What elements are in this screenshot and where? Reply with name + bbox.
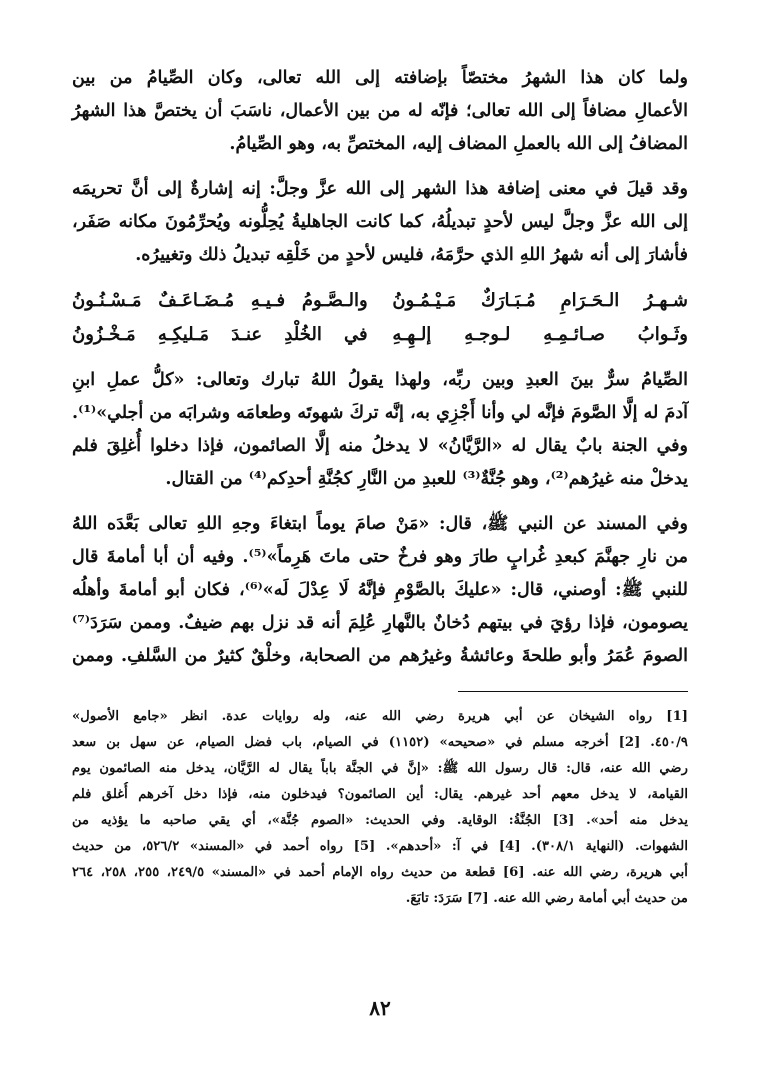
text-line: من نارِ جهنَّمَ كبعدِ غُرابٍ طارَ وهو فرخٌ حتى ماتَ هَرِماً»⁽⁵⁾. وفيه أن أبا أمامةَ قال bbox=[72, 547, 689, 567]
verse-hemistich: شـهـرُ الـحَـرَامِ مُـبَـارَكٌ مَـيْـمُـونُ bbox=[392, 290, 688, 311]
page-number: ٨٢ bbox=[369, 996, 391, 1020]
footnote-line: [1] رواه الشيخان عن أبي هريرة رضي الله عنه، وله روايات عدة. انظر «جامع الأصول» bbox=[72, 709, 688, 724]
footnotes bbox=[72, 704, 688, 912]
footnote-divider bbox=[458, 691, 688, 692]
text-line: ولما كان هذا الشهرُ مختصّاً بإضافته إلى الله تعالى، وكان الصِّيامُ من بين bbox=[72, 68, 688, 88]
text-line: الأعمالِ مضافاً إلى الله تعالى؛ فإنّه له من بين الأعمال، ناسَبَ أن يختصَّ هذا الشهرُ bbox=[72, 101, 688, 121]
footnote-line: أبي هريرة، رضي الله عنه. [6] قطعة من حديث رواه الإمام أحمد في «المسند» ٢٤٩/٥، ٢٥٥، ٢٥٨، ٢٦٤ bbox=[72, 865, 688, 880]
text-line: الصومَ عُمَرُ وأبو طلحةَ وعائشةُ وغيرُهم من الصحابة، وخلْقٌ كثيرٌ من السَّلفِ. وممن bbox=[72, 646, 688, 666]
verse-row bbox=[72, 318, 688, 352]
paragraph-4 bbox=[72, 508, 688, 673]
verse-hemistich: والـصَّـومُ فـيـهِ مُـضَـاعَـفٌ مَـسْـنُـونُ bbox=[72, 290, 368, 311]
poem-verses bbox=[72, 284, 688, 352]
text-line: للنبي ﷺ: أوصني، قال: «عليكَ بالصَّوْمِ فإنَّهُ لَا عِدْلَ لَه»⁽⁶⁾، فكان أبو أمامةَ وأهلُه bbox=[72, 580, 688, 600]
text-line: وفي الجنة بابٌ يقال له «الرَّيَّانُ» لا يدخلُ منه إلَّا الصائمون، فإذا دخلوا أُغلِقَ فلم bbox=[72, 436, 688, 456]
verse-hemistich: في الخُلْدِ عنـدَ مَـليكِـهِ مَـخْـزُونُ bbox=[72, 324, 368, 345]
footnote-line: ٤٥٠/٩. [2] أخرجه مسلم في «صحيحه» (١١٥٢) في الصيام، باب فضل الصيام، عن سهل بن سعد bbox=[72, 735, 688, 750]
footnote-line: رضي الله عنه، قال: قال رسول الله ﷺ: «إنَّ في الجنَّة باباً يقال له الرَّيَّان، يدخل منه الصائمون يوم bbox=[72, 761, 688, 776]
footnote-line: الشهوات. (النهاية ٣٠٨/١). [4] في آ: «أحدهم». [5] رواه أحمد في «المسند» ٥٢٦/٢، من حديث bbox=[72, 839, 688, 854]
text-line: آدمَ له إلَّا الصَّومَ فإنَّه لي وأنا أَجْزِي به، إنَّه تركَ شهوتَه وطعامَه وشرابَه من أجلي»⁽¹⁾. bbox=[72, 403, 688, 423]
footnote-line: يدخل منه أحد». [3] الجُنَّةُ: الوقاية. وفي الحديث: «الصوم جُنَّة»، أي يقي صاحبه ما يؤذيه من bbox=[72, 813, 688, 828]
text-line: يصومون، فإذا رؤيَ في بيتهم دُخانٌ بالنَّهارِ عُلِمَ أنه قد نزل بهم ضيفٌ. وممن سَرَدَ⁽⁷⁾ bbox=[72, 613, 688, 633]
paragraph-1 bbox=[72, 62, 688, 161]
text-line: وفي المسند عن النبي ﷺ، قال: «مَنْ صامَ يوماً ابتغاءَ وجهِ اللهِ تعالى بَعَّدَه اللهُ bbox=[72, 514, 688, 534]
paragraph-2 bbox=[72, 173, 688, 272]
text-line: فأشارَ إلى أنه شهرُ اللهِ الذي حرَّمَهُ، فليس لأحدٍ من خَلْقِه تبديلُ ذلك وتغييرُه. bbox=[135, 245, 688, 265]
text-line: وقد قيلَ في معنى إضافة هذا الشهر إلى الله عزَّ وجلَّ: إنه إشارةٌ إلى أنَّ تحريمَه bbox=[72, 179, 688, 199]
footnote-line: القيامة، لا يدخل معهم أحد غيرهم. يقال: أين الصائمون؟ فيدخلون منه، فإذا دخل آخرهم أُغلق فلم bbox=[72, 787, 688, 802]
verse-row bbox=[72, 284, 688, 318]
verse-hemistich: وثَـوابُ صـائـمِـهِ لـوجـهِ إلـهِـهِ bbox=[392, 324, 688, 345]
footnote-line: من حديث أبي أمامة رضي الله عنه. [7] سَرَدَ: تابَعَ. bbox=[405, 891, 688, 906]
text-line: إلى الله عزَّ وجلَّ ليس لأحدٍ تبديلُهُ، كما كانت الجاهليةُ يُحِلُّونه ويُحرِّمُونَ مكانه صَفَر، bbox=[72, 212, 688, 232]
text-line: الصِّيامُ سرٌّ بينَ العبدِ وبين ربِّه، ولهذا يقولُ اللهُ تبارك وتعالى: «كلُّ عملِ ابنِ bbox=[72, 370, 688, 390]
paragraph-3 bbox=[72, 364, 688, 496]
text-line: المضافُ إلى الله بالعملِ المضاف إليه، المختصِّ به، وهو الصِّيامُ. bbox=[229, 134, 688, 154]
text-line: يدخلْ منه غيرُهم⁽²⁾، وهو جُنَّةٌ⁽³⁾ للعبدِ من النَّارِ كجُنَّةِ أحدِكم⁽⁴⁾ من القتال. bbox=[165, 469, 688, 489]
